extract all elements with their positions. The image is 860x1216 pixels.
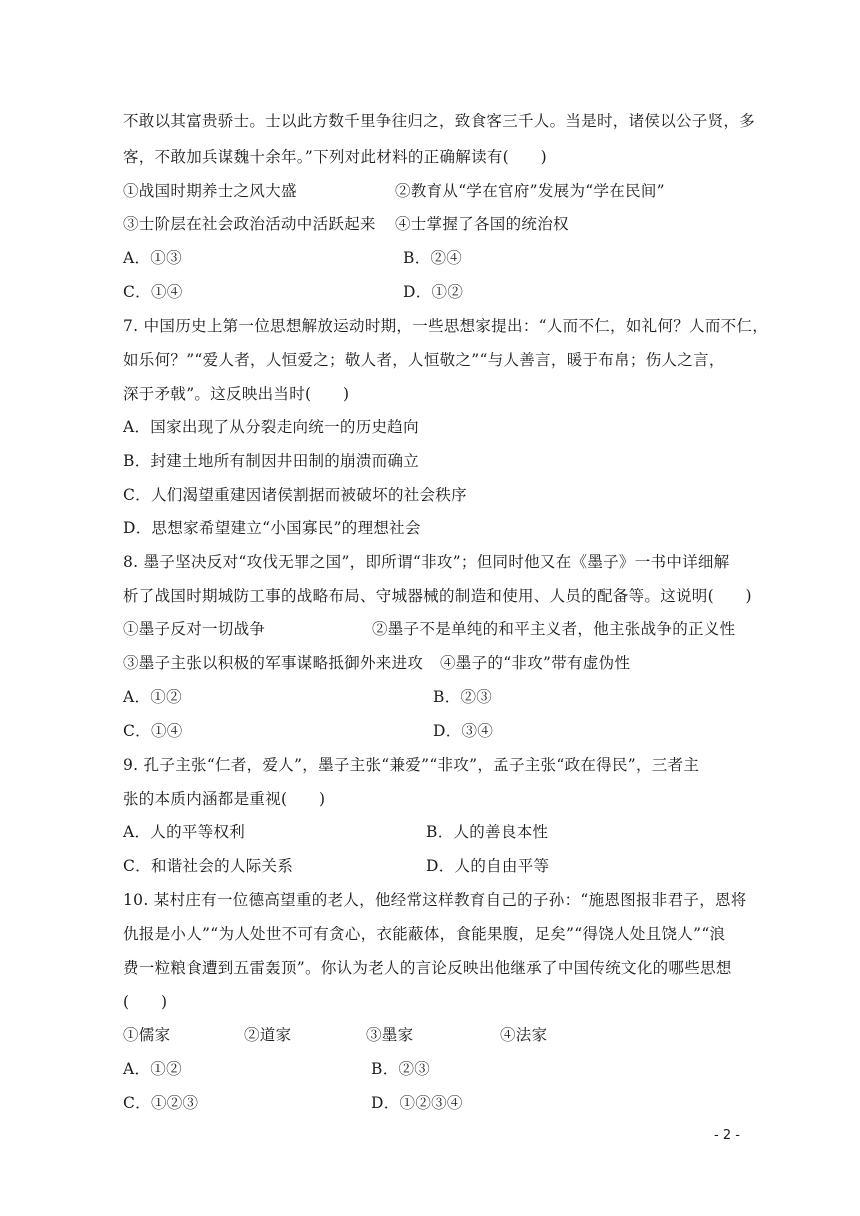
q10-statement-3: ③墨家 — [366, 1026, 414, 1044]
q6-stem-line-2: 客，不敢加兵谋魏十余年。”下列对此材料的正确解读有( ) — [123, 148, 547, 166]
q6-statement-1: ①战国时期养士之风大盛 — [123, 182, 297, 200]
q9-stem-line-2: 张的本质内涵都是重视( ) — [123, 790, 326, 808]
q6-statement-3: ③士阶层在社会政治活动中活跃起来 — [123, 215, 376, 233]
q8-statement-1: ①墨子反对一切战争 — [123, 620, 266, 638]
q8-option-c: C．①④ — [123, 722, 183, 740]
q10-option-b: B．②③ — [371, 1060, 431, 1078]
q6-option-b: B．②④ — [403, 249, 463, 267]
q10-statement-1: ①儒家 — [123, 1026, 171, 1044]
q6-option-d: D．①② — [403, 283, 464, 301]
q8-option-b: B．②③ — [433, 688, 493, 706]
q10-stem-line-1: 10. 某村庄有一位德高望重的老人，他经常这样教育自己的子孙：“施恩图报非君子，恩将 — [123, 891, 747, 909]
page-number: - 2 - — [714, 1128, 740, 1143]
q8-stem-line-2: 析了战国时期城防工事的战略布局、守城器械的制造和使用、人员的配备等。这说明( ) — [123, 587, 752, 605]
q7-stem-line-2: 如乐何？”“爱人者，人恒爱之；敬人者，人恒敬之”“与人善言，暖于布帛；伤人之言， — [123, 351, 725, 369]
q8-statement-4: ④墨子的“非攻”带有虚伪性 — [440, 654, 631, 672]
q10-stem-line-4: ( ) — [123, 993, 168, 1011]
q10-option-c: C．①②③ — [123, 1094, 199, 1112]
q10-statement-2: ②道家 — [244, 1026, 292, 1044]
q6-statement-2: ②教育从“学在官府”发展为“学在民间” — [395, 182, 665, 200]
q8-stem-line-1: 8. 墨子坚决反对“攻伐无罪之国”，即所谓“非攻”；但同时他又在《墨子》一书中详细解 — [123, 553, 730, 571]
q10-option-d: D．①②③④ — [371, 1094, 463, 1112]
q8-option-d: D．③④ — [433, 722, 494, 740]
q9-option-c: C．和谐社会的人际关系 — [123, 857, 294, 875]
q9-stem-line-1: 9. 孔子主张“仁者，爱人”，墨子主张“兼爱”“非攻”，孟子主张“政在得民”，三者主 — [123, 756, 700, 774]
q9-option-d: D．人的自由平等 — [426, 857, 550, 875]
q8-statement-3: ③墨子主张以积极的军事谋略抵御外来进攻 — [123, 654, 424, 672]
q10-stem-line-2: 仇报是小人”“为人处世不可有贪心，衣能蔽体，食能果腹，足矣”“得饶人处且饶人”“浪 — [123, 925, 726, 943]
q7-option-c: C．人们渴望重建因诸侯割据而被破坏的社会秩序 — [123, 486, 467, 504]
q10-statement-4: ④法家 — [500, 1026, 548, 1044]
q7-option-d: D．思想家希望建立“小国寡民”的理想社会 — [123, 519, 421, 537]
q6-option-c: C．①④ — [123, 283, 183, 301]
q10-stem-line-3: 费一粒粮食遭到五雷轰顶”。你认为老人的言论反映出他继承了中国传统文化的哪些思想 — [123, 959, 732, 977]
q7-stem-line-1: 7. 中国历史上第一位思想解放运动时期，一些思想家提出：“人而不仁，如礼何？人而不仁， — [123, 317, 769, 335]
q8-option-a: A．①② — [123, 688, 182, 706]
q9-option-b: B．人的善良本性 — [426, 823, 549, 841]
q8-statement-2: ②墨子不是单纯的和平主义者，他主张战争的正义性 — [372, 620, 736, 638]
q6-stem-line-1: 不敢以其富贵骄士。士以此方数千里争往归之，致食客三千人。当是时，诸侯以公子贤，多 — [123, 112, 756, 130]
q6-statement-4: ④士掌握了各国的统治权 — [395, 215, 569, 233]
q10-option-a: A．①② — [123, 1060, 182, 1078]
q7-stem-line-3: 深于矛戟”。这反映出当时( ) — [123, 385, 350, 403]
q6-option-a: A．①③ — [123, 249, 182, 267]
q9-option-a: A．人的平等权利 — [123, 823, 246, 841]
q7-option-a: A．国家出现了从分裂走向统一的历史趋向 — [123, 418, 419, 436]
q7-option-b: B．封建土地所有制因井田制的崩溃而确立 — [123, 452, 420, 470]
